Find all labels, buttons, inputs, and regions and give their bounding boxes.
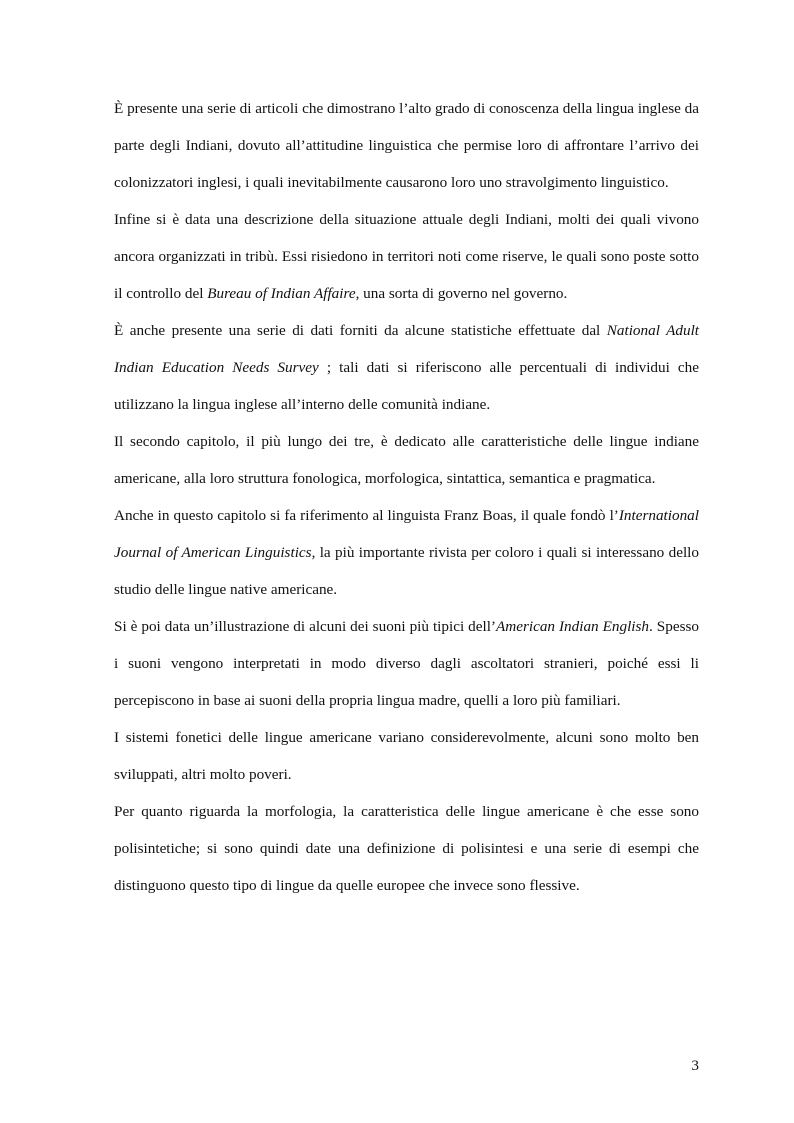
text-run: Per quanto riguarda la morfologia, la caratteristica delle lingue americane è che esse sono polisintetiche; si sono quindi date una definizione di polisintesi e una serie di esempi che distinguono questo tipo di lingue da quelle europee che invece sono flessive. [114, 803, 699, 894]
paragraph [114, 201, 699, 312]
document-body [114, 90, 699, 904]
paragraph [114, 793, 699, 904]
italic-text-run: American Indian English [495, 618, 650, 635]
paragraph [114, 90, 699, 201]
text-run: Si è poi data un’illustrazione di alcuni dei suoni più tipici dell’ [114, 618, 496, 635]
italic-text-run: National Adult Indian Education Needs Survey [114, 322, 700, 376]
text-run: È presente una serie di articoli che dimostrano l’alto grado di conoscenza della lingua inglese da parte degli Indiani, dovuto all’attitudine linguistica che permise loro di affrontare l’arrivo dei colonizzatori inglesi, i quali inevitabilmente causarono loro uno stravolgimento linguistico. [114, 100, 699, 191]
text-run: Anche in questo capitolo si fa riferimento al linguista Franz Boas, il quale fondò l’ [114, 507, 619, 524]
text-run: , la più importante rivista per coloro i quali si interessano dello studio delle lingue native americane. [114, 544, 699, 598]
italic-text-run: International Journal of American Linguistics [114, 507, 699, 561]
paragraph [114, 719, 699, 793]
text-run: È anche presente una serie di dati forniti da alcune statistiche effettuate dal [114, 322, 607, 339]
paragraph [114, 312, 699, 423]
paragraph [114, 423, 699, 497]
paragraph [114, 608, 699, 719]
text-run: ; tali dati si riferiscono alle percentuali di individui che utilizzano la lingua inglese all’interno delle comunità indiane. [114, 359, 699, 413]
text-run: Infine si è data una descrizione della situazione attuale degli Indiani, molti dei quali vivono ancora organizzati in tribù. Essi risiedono in territori noti come riserve, le quali sono poste sotto il controllo del [114, 211, 699, 302]
italic-text-run: Bureau of Indian Affaire [207, 285, 356, 302]
text-run: , una sorta di governo nel governo. [355, 285, 568, 302]
text-run: . Spesso i suoni vengono interpretati in modo diverso dagli ascoltatori stranieri, poiché essi li percepiscono in base ai suoni della propria lingua madre, quelli a loro più familiari. [114, 618, 699, 709]
text-run: Il secondo capitolo, il più lungo dei tre, è dedicato alle caratteristiche delle lingue indiane americane, alla loro struttura fonologica, morfologica, sintattica, semantica e pragmatica. [114, 433, 699, 487]
page-number: 3 [691, 1057, 699, 1074]
text-run: I sistemi fonetici delle lingue americane variano considerevolmente, alcuni sono molto ben sviluppati, altri molto poveri. [114, 729, 699, 783]
paragraph [114, 497, 699, 608]
